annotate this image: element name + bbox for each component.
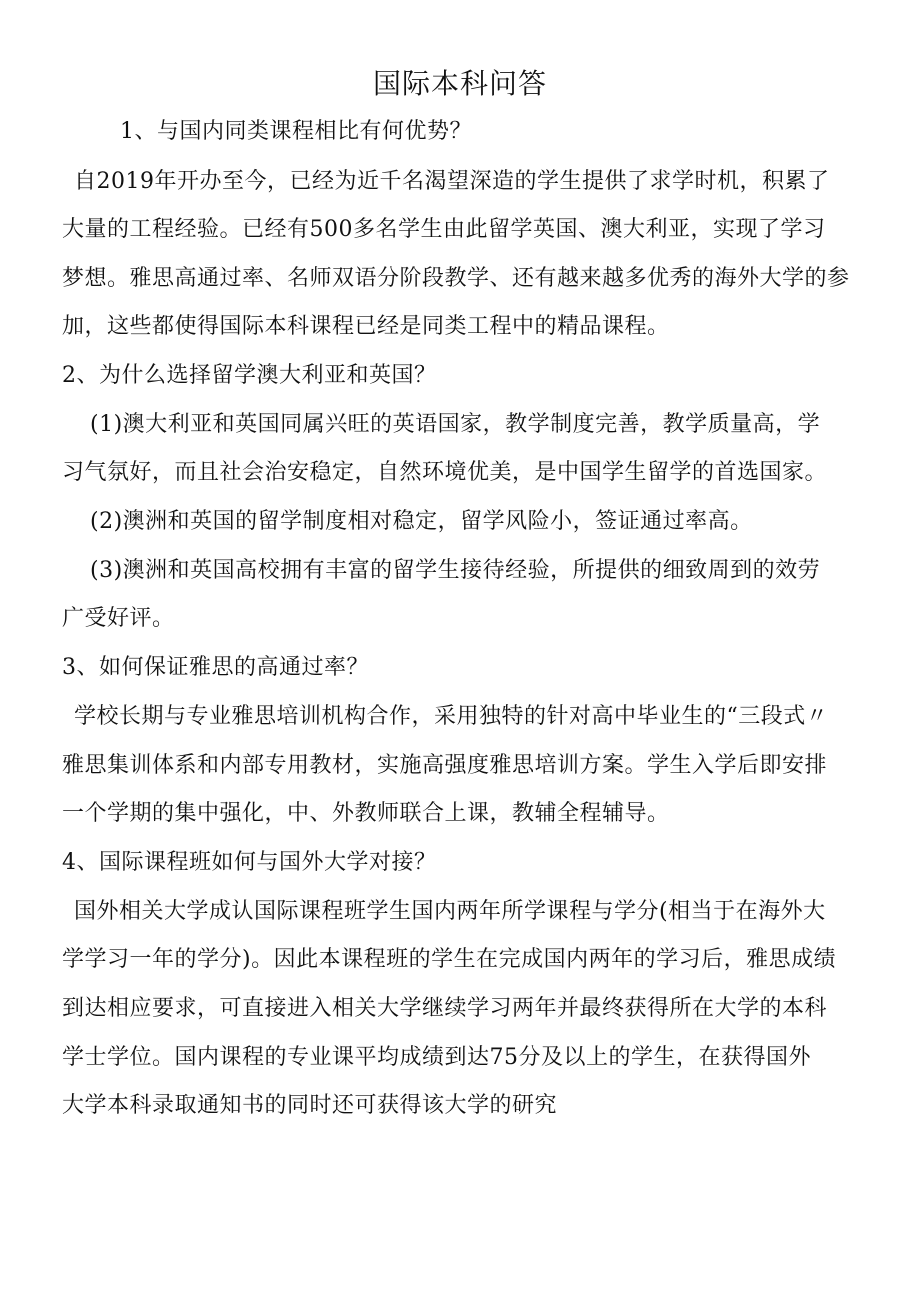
answer-4-line-1: 国外相关大学成认国际课程班学生国内两年所学课程与学分(相当于在海外大: [74, 899, 826, 924]
answer-1-line-4: 加，这些都使得国际本科课程已经是同类工程中的精品课程。: [62, 314, 670, 339]
answer-3-line-1: 学校长期与专业雅思培训机构合作，采用独特的针对高中毕业生的“三段式〃: [74, 704, 829, 729]
answer-1-line-2: 大量的工程经验。已经有500多名学生由此留学英国、澳大利亚，实现了学习: [62, 217, 826, 242]
answer-4-line-4: 学士学位。国内课程的专业课平均成绩到达75分及以上的学生，在获得国外: [62, 1045, 811, 1070]
question-1-heading: 1、与国内同类课程相比有何优势？: [120, 119, 472, 144]
question-2-heading: 2、为什么选择留学澳大利亚和英国？: [62, 363, 437, 388]
answer-4-line-2: 学学习一年的学分)。因此本课程班的学生在完成国内两年的学习后，雅思成绩: [62, 947, 837, 972]
answer-3-line-2: 雅思集训体系和内部专用教材，实施高强度雅思培训方案。学生入学后即安排: [62, 753, 828, 778]
answer-1-line-1: 自2019年开办至今，已经为近千名渴望深造的学生提供了求学时机，积累了: [74, 169, 830, 194]
answer-2-line-3: (2)澳洲和英国的留学制度相对稳定，留学风险小，签证通过率高。: [90, 509, 753, 534]
answer-4-line-3: 到达相应要求，可直接进入相关大学继续学习两年并最终获得所在大学的本科: [62, 996, 828, 1021]
answer-2-line-5: 广受好评。: [62, 606, 175, 631]
answer-2-line-2: 习气氛好，而且社会治安稳定，自然环境优美，是中国学生留学的首选国家。: [62, 460, 828, 485]
answer-2-line-1: (1)澳大利亚和英国同属兴旺的英语国家，教学制度完善，教学质量高，学: [90, 412, 821, 437]
answer-1-line-3: 梦想。雅思高通过率、名师双语分阶段教学、还有越来越多优秀的海外大学的参: [62, 266, 850, 291]
document-title: 国际本科问答: [372, 67, 547, 100]
answer-3-line-3: 一个学期的集中强化，中、外教师联合上课，教辅全程辅导。: [62, 801, 670, 826]
question-3-heading: 3、如何保证雅思的高通过率？: [62, 655, 369, 680]
answer-2-line-4: (3)澳洲和英国高校拥有丰富的留学生接待经验，所提供的细致周到的效劳: [90, 558, 821, 583]
question-4-heading: 4、国际课程班如何与国外大学对接？: [62, 850, 437, 875]
answer-4-line-5: 大学本科录取通知书的同时还可获得该大学的研究: [62, 1093, 558, 1118]
